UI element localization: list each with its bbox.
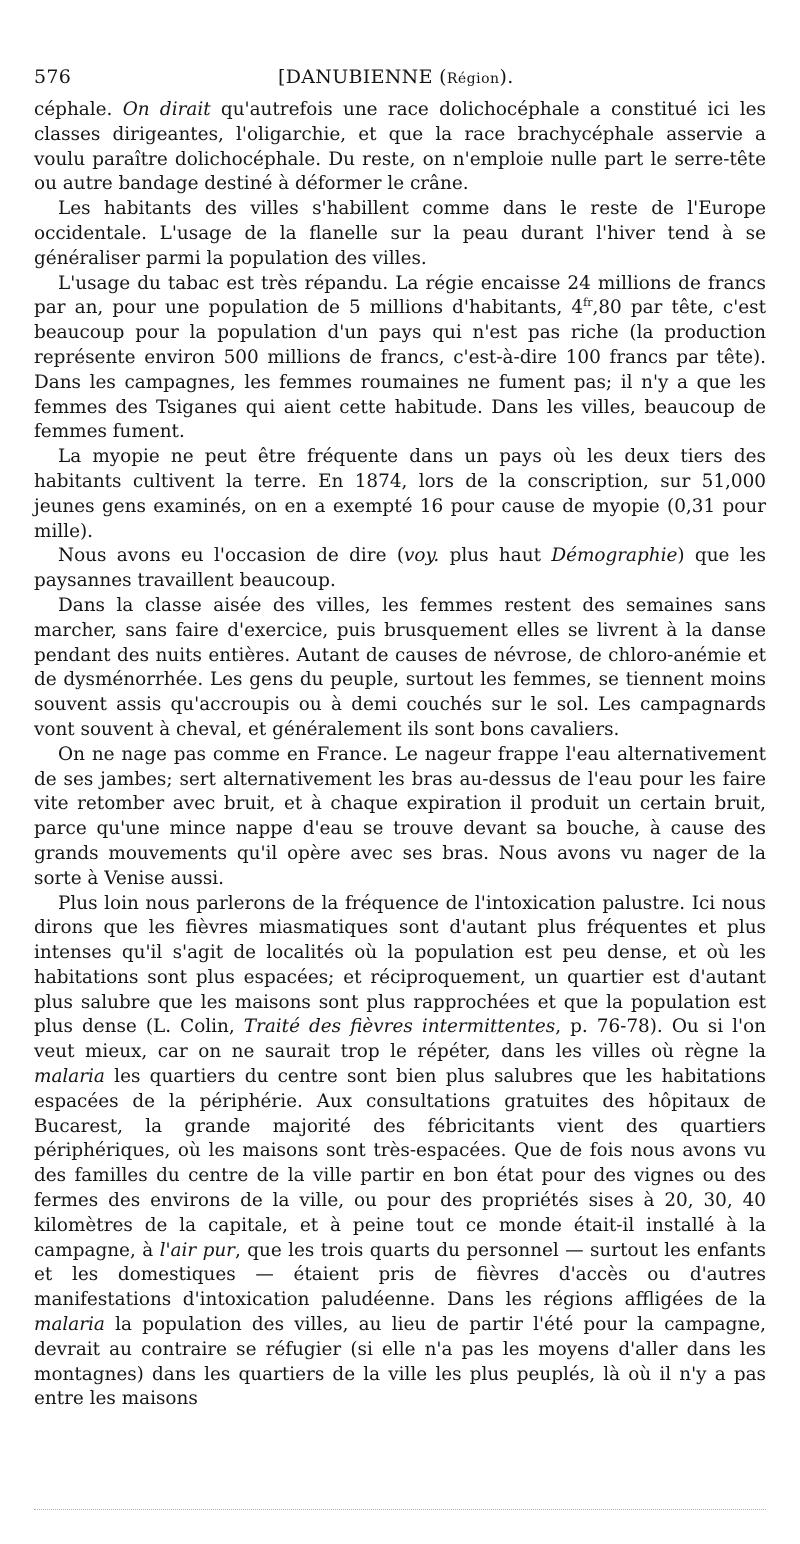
text-run: la population des villes, au lieu de partir l'été pour la campagne, devrait au contraire se réfugier (si elle n'a pas les moyens d'aller dans les montagnes) dans les quartiers de la ville les plus peuplés, là où il n'y a pas entre les maisons [34, 1314, 766, 1410]
text-run: céphale. [34, 99, 123, 120]
italic-text: malaria [34, 1066, 105, 1088]
paragraph [34, 544, 766, 594]
running-title-end: ). [499, 66, 514, 88]
paragraph [34, 197, 766, 271]
running-title-region: Région [446, 71, 500, 87]
italic-text: l'air pur [159, 1239, 235, 1261]
italic-text: malaria [34, 1314, 105, 1336]
text-run: La myopie ne peut être fréquente dans un pays où les deux tiers des habitants cultivent la terre. En 1874, lors de la conscription, sur 51,000 jeunes gens examinés, on en a exempté 16 pour cause de myopie (0,31 pour mille). [34, 446, 766, 542]
paragraph [34, 98, 766, 197]
text-run: On ne nage pas comme en France. Le nageur frappe l'eau alternativement de ses jambes; sert alternativement les bras au-dessus de l'eau pour les faire vite retomber avec bruit, et à chaque expiration il produit un certain bruit, parce qu'une mince nappe d'eau se trouve devant sa bouche, à cause des grands mouvements qu'il opère avec ses bras. Nous avons vu nager de la sorte à Venise aussi. [34, 743, 766, 889]
text-run: Dans la classe aisée des villes, les femmes restent des semaines sans marcher, sans faire d'exercice, puis brusquement elles se livrent à la danse pendant des nuits entières. Autant de causes de névrose, de chloro-anémie et de dysménorrhée. Les gens du peuple, surtout les femmes, se tiennent moins souvent assis qu'accroupis ou à demi couchés sur le sol. Les campagnards vont souvent à cheval, et généralement ils sont bons cavaliers. [34, 594, 766, 740]
running-head [34, 66, 766, 96]
paragraph [34, 594, 766, 743]
text-run: Les habitants des villes s'habillent comme dans le reste de l'Europe occidentale. L'usage de la flanelle sur la peau durant l'hiver tend à se généraliser parmi la population des villes. [34, 198, 766, 269]
page-number: 576 [34, 66, 72, 88]
paragraph [34, 892, 766, 1413]
superscript-text: fr [583, 296, 593, 310]
paragraph [34, 272, 766, 446]
text-run: ) que les paysannes travaillent beaucoup. [34, 545, 766, 592]
text-run: , que les trois quarts du personnel — surtout les enfants et les domestiques — étaient pris de fièvres d'accès ou d'autres manifestations d'intoxication paludéenne. Dans les régions affligées de la [34, 1239, 766, 1311]
italic-text: Traité des fièvres intermittentes [243, 1016, 556, 1038]
text-run: plus haut [439, 545, 552, 567]
body-text [34, 98, 766, 1412]
text-run: ,80 par tête, c'est beaucoup pour la population d'un pays qui n'est pas riche (la production représente environ 500 millions de francs, c'est-à-dire 100 francs par tête). Dans les campagnes, les femmes roumaines ne fument pas; il n'y a que les femmes des Tsiganes qui aient cette habitude. Dans les villes, beaucoup de femmes fument. [34, 297, 767, 443]
text-run: les quartiers du centre sont bien plus salubres que les habitations espacées de la périphérie. Aux consultations gratuites des hôpitaux de Bucarest, la grande majorité des fébricitants vient des quartiers périphériques, où les maisons sont très-espacées. Que de fois nous avons vu des familles du centre de la ville partir en bon état pour des vignes ou des fermes des environs de la ville, ou pour des propriétés sises à 20, 30, 40 kilomètres de la capitale, et à peine tout ce monde était-il installé à la campagne, à [34, 1066, 766, 1261]
text-run: Nous avons eu l'occasion de dire ( [58, 545, 404, 567]
italic-text: On dirait [122, 99, 211, 120]
text-run: , p. 76-78). Ou si l'on veut mieux, car on ne saurait trop le répéter, dans les villes où règne la [34, 1016, 767, 1063]
paragraph [34, 743, 766, 892]
footer-rule [34, 1509, 766, 1510]
text-run: Plus loin nous parlerons de la fréquence de l'intoxication palustre. Ici nous dirons que les fièvres miasmatiques sont d'autant plus fréquentes et plus intenses qu'il s'agit de localités où la population est peu dense, et où les habitations sont plus espacées; et réciproquement, un quartier est d'autant plus salubre que les maisons sont plus rapprochées et que la population est plus dense (L. Colin, [34, 892, 766, 1038]
running-title-main: [DANUBIENNE ( [278, 66, 447, 88]
paragraph [34, 445, 766, 544]
italic-text: Démographie [551, 545, 678, 567]
italic-text: voy. [404, 545, 440, 567]
text-run: qu'autrefois une race dolichocéphale a constitué ici les classes dirigeantes, l'oligarchie, et que la race brachycéphale asservie a voulu paraître dolichocéphale. Du reste, on n'emploie nulle part le serre-tête ou autre bandage destiné à déformer le crâne. [34, 99, 766, 195]
running-title [278, 66, 514, 88]
text-run: L'usage du tabac est très répandu. La régie encaisse 24 millions de francs par an, pour une population de 5 millions d'habitants, 4 [34, 272, 766, 319]
